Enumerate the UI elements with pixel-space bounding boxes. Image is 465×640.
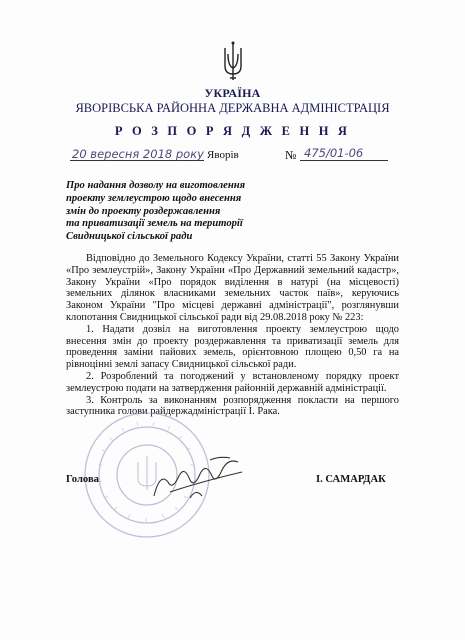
preamble-paragraph: Відповідно до Земельного Кодексу України, статті 55 Закону України «Про землеустрій», Закону України «Про Державний земельний кадастр», Закону України «Про порядок виділення в натурі (на місцевості) земельних ділянок власниками земельних часток паїв», керуючись Законом України "Про місцеві державні адміністрації", розглянувши клопотання Свидницької сільської ради від 29.08.2018 року № 223: — [66, 253, 399, 323]
place-label: Яворів — [207, 149, 239, 161]
document-type-heading: Р О З П О Р Я Д Ж Е Н Н Я — [114, 124, 351, 138]
order-item-1: 1. Надати дозвіл на виготовлення проекту землеустрою щодо внесення змін до проекту роздержавлення та приватизації земель для проведення заміни пайових земель, орієнтовною площею 0,50 га на рівноцінні землі запасу Свидницької сільської ради. — [66, 323, 399, 371]
handwritten-number: 475/01-06 — [304, 146, 364, 160]
subject-line: проекту землеустрою щодо внесення — [66, 192, 242, 204]
handwritten-date: 20 вересня 2018 року — [72, 147, 204, 161]
country-heading: УКРАЇНА — [204, 86, 261, 100]
handwritten-signature — [150, 452, 246, 502]
number-sign: № — [285, 148, 297, 162]
order-item-3: 3. Контроль за виконанням розпорядження покласти на першого заступника голови райдержадміністрації І. Рака. — [66, 394, 399, 418]
ukraine-trident-emblem-icon — [222, 40, 244, 82]
subject-line: та приватизації земель на території — [66, 218, 243, 230]
organization-heading: ЯВОРІВСЬКА РАЙОННА ДЕРЖАВНА АДМІНІСТРАЦІЯ — [75, 101, 390, 115]
subject-line: змін до проекту роздержавлення — [66, 205, 221, 217]
number-underline — [300, 160, 388, 161]
body-text — [66, 253, 399, 418]
signatory-name: І. САМАРДАК — [316, 474, 386, 485]
subject-line: Про надання дозволу на виготовлення — [66, 180, 246, 191]
signatory-title: Голова — [66, 474, 99, 485]
subject-line: Свидницької сільської ради — [66, 231, 193, 243]
subject-block — [66, 180, 306, 244]
order-item-2: 2. Розроблений та погоджений у встановленому порядку проект землеустрою подати на затвердження районній державній адміністрації. — [66, 370, 399, 394]
